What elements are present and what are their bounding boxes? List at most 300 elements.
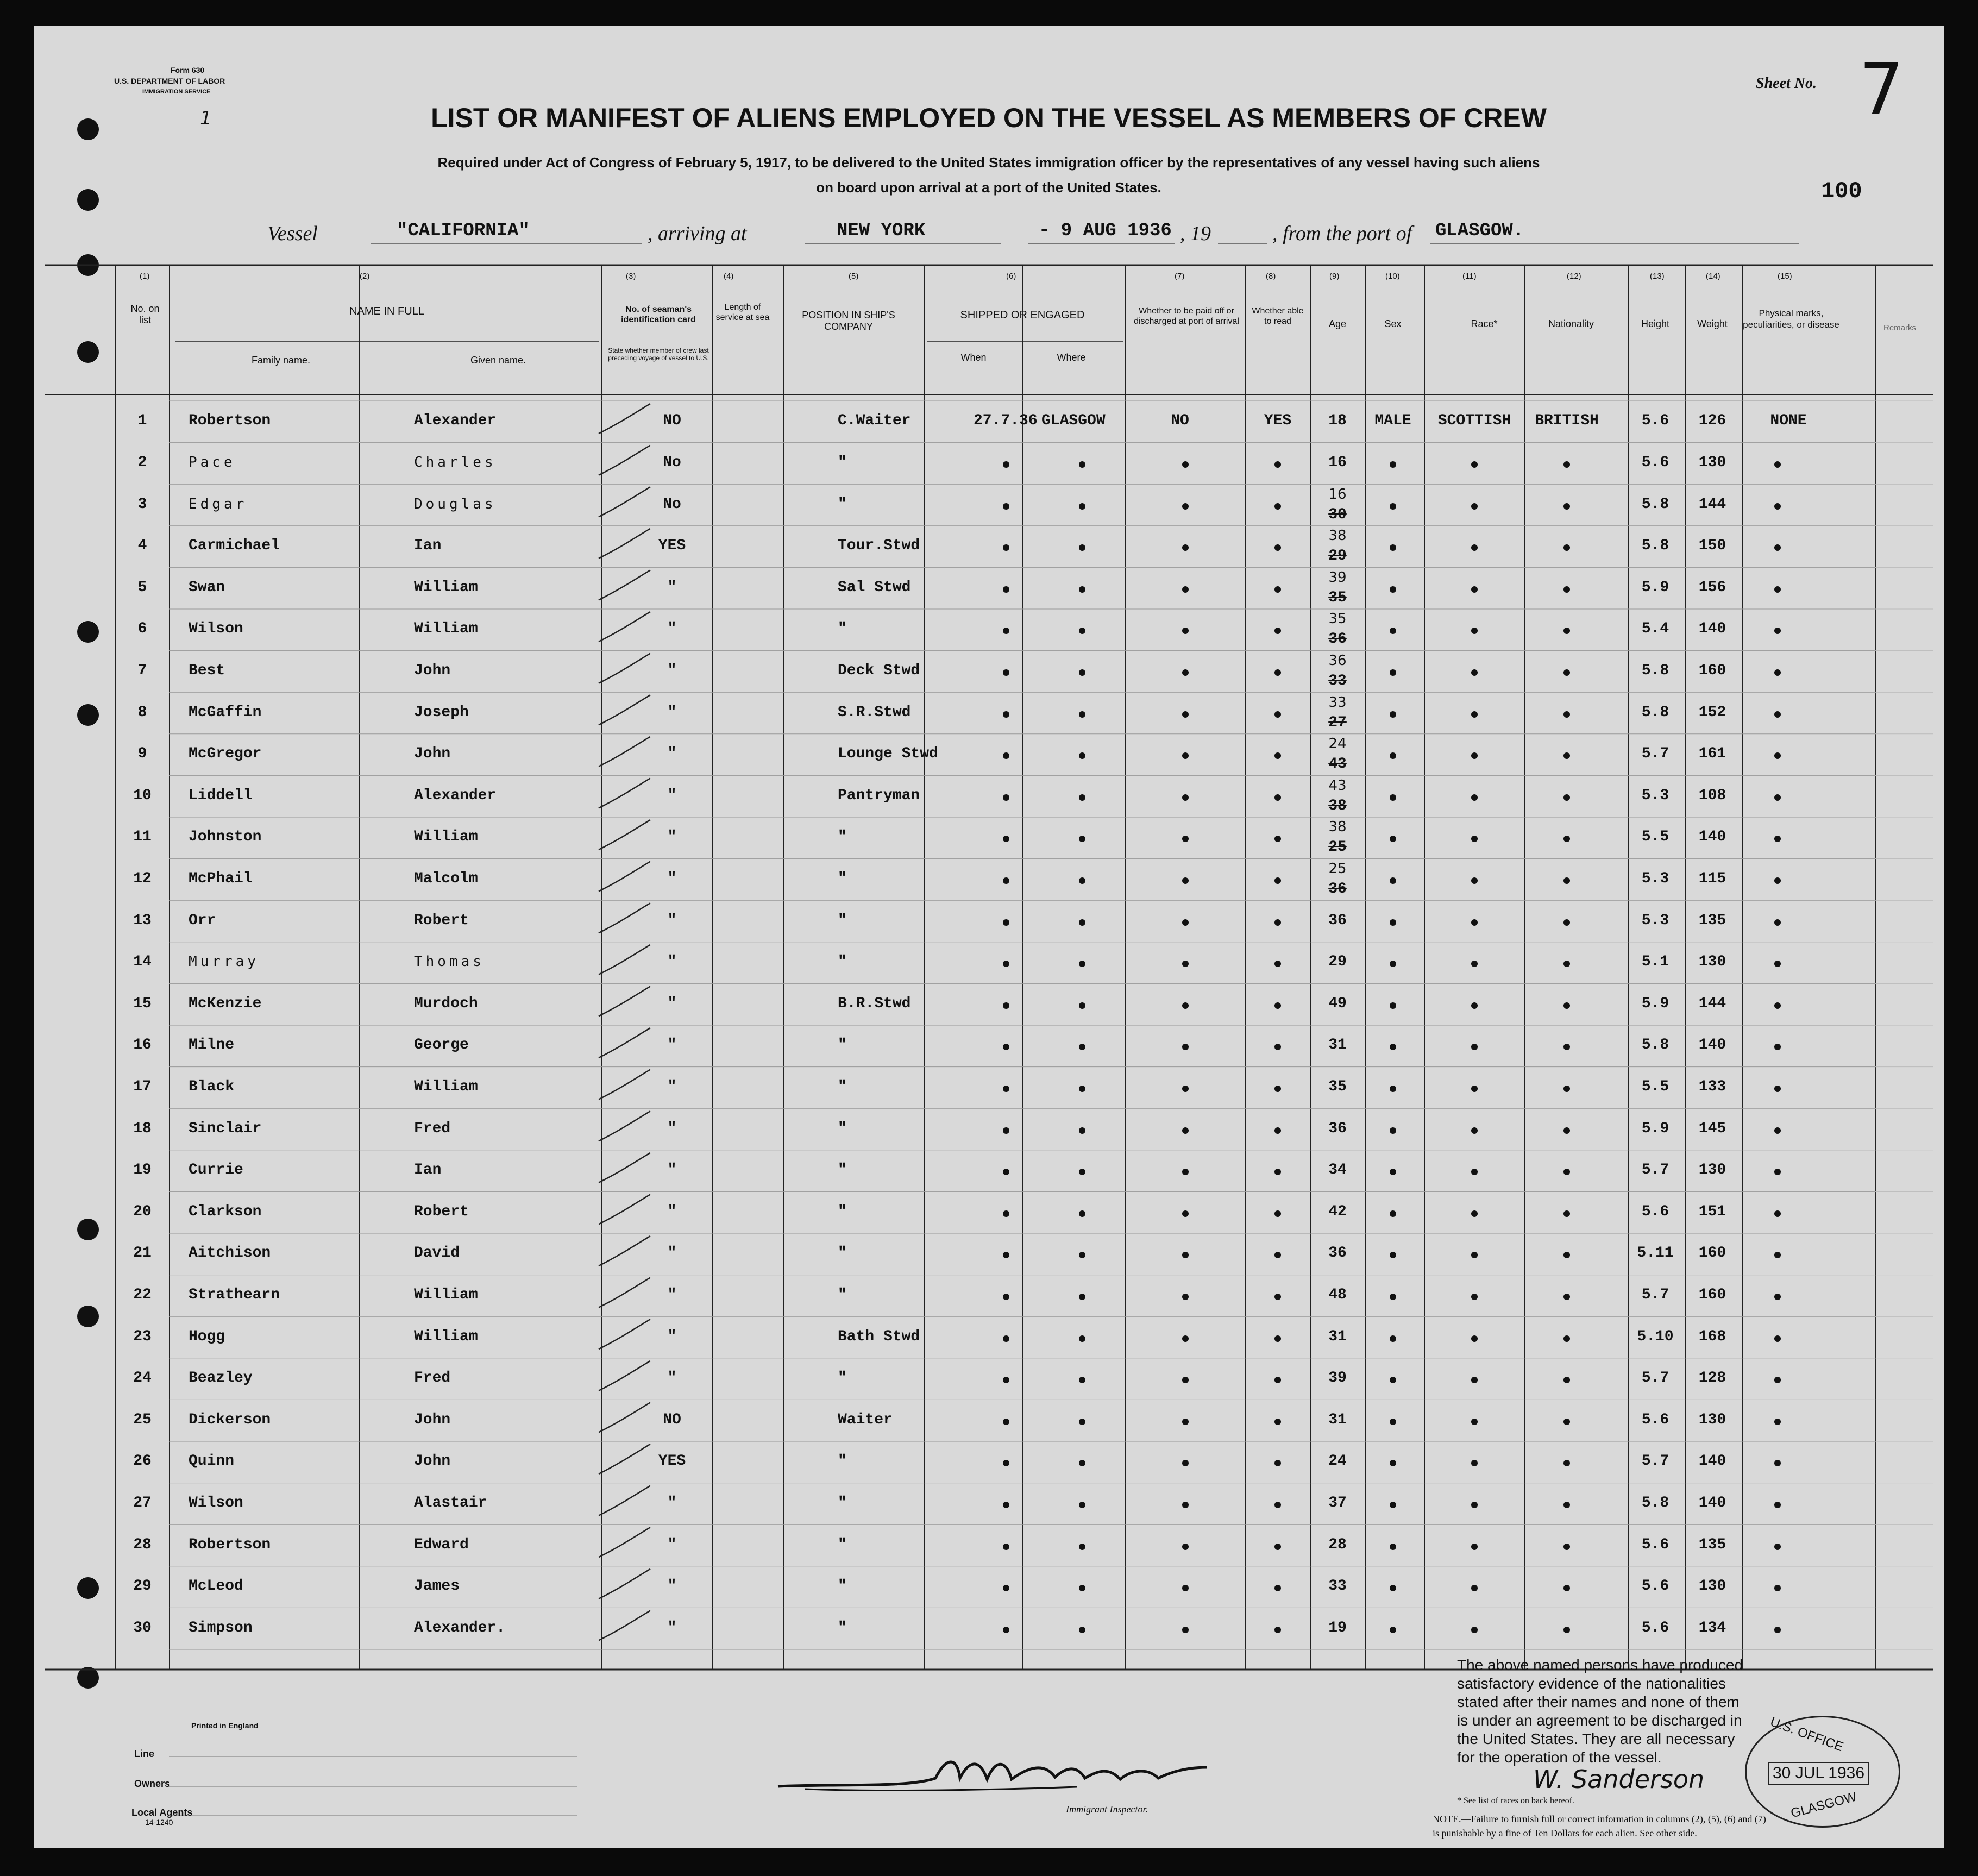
family-name: Liddell <box>189 787 253 804</box>
height: 5.5 <box>1641 1078 1669 1095</box>
sex: MALE <box>1374 412 1411 430</box>
statement-line: stated after their names and none of them <box>1457 1693 1740 1710</box>
age-struck: 27 <box>1328 714 1347 731</box>
ditto-mark <box>1390 1544 1396 1550</box>
weight: 130 <box>1698 1578 1726 1595</box>
ditto-mark <box>1079 1627 1085 1633</box>
ditto-mark <box>1471 836 1478 842</box>
stamp-office: U.S. OFFICE <box>1768 1714 1845 1755</box>
age: 36 <box>1328 912 1347 929</box>
department: U.S. DEPARTMENT OF LABOR <box>114 77 225 85</box>
weight: 140 <box>1698 1037 1726 1054</box>
age: 25 <box>1328 860 1347 877</box>
ditto-mark <box>1563 752 1570 759</box>
weight: 115 <box>1698 870 1726 887</box>
ditto-mark <box>1471 919 1478 926</box>
col-weight: Weight <box>1697 318 1728 329</box>
height: 5.1 <box>1641 953 1669 971</box>
row-number: 16 <box>133 1037 152 1054</box>
ditto-mark <box>1274 836 1281 842</box>
ditto-mark <box>1003 1335 1009 1342</box>
ditto-mark <box>1774 1419 1781 1425</box>
ditto-mark <box>1563 877 1570 884</box>
family-name: Johnston <box>189 829 262 846</box>
ditto-mark <box>1390 1585 1396 1591</box>
ditto-mark <box>1390 1044 1396 1050</box>
colnum-8: (8) <box>1266 272 1276 281</box>
ditto-mark <box>1079 1252 1085 1258</box>
ditto-mark <box>1079 752 1085 759</box>
check-slash <box>599 986 650 1016</box>
position: " <box>838 1203 847 1220</box>
family-name: Sinclair <box>189 1120 262 1137</box>
ditto-mark <box>1003 1127 1009 1134</box>
ditto-mark <box>1390 752 1396 759</box>
colnum-13: (13) <box>1650 272 1665 281</box>
row-number: 14 <box>133 953 152 971</box>
row-number: 12 <box>133 870 152 887</box>
check-slash <box>599 903 650 933</box>
ditto-mark <box>1563 1419 1570 1425</box>
given-name: David <box>414 1245 460 1262</box>
height: 5.3 <box>1641 912 1669 929</box>
ditto-mark <box>1471 877 1478 884</box>
ditto-mark <box>1774 1627 1781 1633</box>
family-name: Beazley <box>189 1370 253 1387</box>
id-card: " <box>667 662 677 679</box>
ditto-mark <box>1274 1377 1281 1383</box>
ditto-mark <box>1471 1544 1478 1550</box>
ditto-mark <box>1003 628 1009 634</box>
ditto-mark <box>1563 669 1570 676</box>
ditto-mark <box>1563 1294 1570 1300</box>
ditto-mark <box>1390 461 1396 468</box>
check-slash <box>599 1319 650 1349</box>
height: 5.10 <box>1637 1328 1674 1345</box>
owners-label: Owners <box>134 1778 171 1789</box>
check-slash <box>599 1610 650 1640</box>
col-remarks: Remarks <box>1883 323 1916 332</box>
ditto-mark <box>1003 919 1009 926</box>
weight: 133 <box>1698 1078 1726 1095</box>
ditto-mark <box>1390 1086 1396 1092</box>
age: 33 <box>1328 1578 1347 1595</box>
row-number: 3 <box>137 495 147 513</box>
colnum-14: (14) <box>1706 272 1720 281</box>
given-name: Edward <box>414 1536 469 1553</box>
ditto-mark <box>1003 1544 1009 1550</box>
family-name: McLeod <box>189 1578 243 1595</box>
ditto-mark <box>1079 1294 1085 1300</box>
ditto-mark <box>1182 711 1189 718</box>
height: 5.8 <box>1641 495 1669 513</box>
ditto-mark <box>1390 1210 1396 1217</box>
ditto-mark <box>1003 544 1009 551</box>
ditto-mark <box>1563 544 1570 551</box>
position: Waiter <box>838 1411 893 1428</box>
weight: 134 <box>1698 1619 1726 1636</box>
ditto-mark <box>1079 586 1085 593</box>
ditto-mark <box>1471 1002 1478 1009</box>
ditto-mark <box>1563 1044 1570 1050</box>
check-slash <box>599 404 650 434</box>
ditto-mark <box>1563 503 1570 510</box>
ditto-mark <box>1182 1627 1189 1633</box>
row-number: 7 <box>137 662 147 679</box>
family-name: Simpson <box>189 1619 253 1636</box>
given-name: Fred <box>414 1370 451 1387</box>
family-name: Pace <box>189 454 236 470</box>
row-number: 30 <box>133 1619 152 1636</box>
ditto-mark <box>1471 711 1478 718</box>
ditto-mark <box>1471 544 1478 551</box>
ditto-mark <box>1774 461 1781 468</box>
ditto-mark <box>1274 586 1281 593</box>
ditto-mark <box>1274 1086 1281 1092</box>
position: Sal Stwd <box>838 579 911 596</box>
row-number: 22 <box>133 1286 152 1303</box>
colnum-9: (9) <box>1329 272 1340 281</box>
ditto-mark <box>1182 1086 1189 1092</box>
position: " <box>838 1078 847 1095</box>
age: 37 <box>1328 1494 1347 1511</box>
height: 5.8 <box>1641 1037 1669 1054</box>
ditto-mark <box>1274 1044 1281 1050</box>
row-number: 15 <box>133 995 152 1012</box>
given-name: George <box>414 1037 469 1054</box>
weight: 108 <box>1698 787 1726 804</box>
ditto-mark <box>1471 1627 1478 1633</box>
weight: 140 <box>1698 1494 1726 1511</box>
ditto-mark <box>1774 919 1781 926</box>
colnum-4: (4) <box>724 272 734 281</box>
given-name: William <box>414 1286 478 1303</box>
ditto-mark <box>1471 1086 1478 1092</box>
ditto-mark <box>1182 628 1189 634</box>
ditto-mark <box>1774 877 1781 884</box>
given-name: William <box>414 1328 478 1345</box>
id-card: " <box>667 870 677 887</box>
ditto-mark <box>1471 1252 1478 1258</box>
given-name: William <box>414 620 478 638</box>
family-name: McPhail <box>189 870 253 887</box>
ditto-mark <box>1003 877 1009 884</box>
id-card: " <box>667 1578 677 1595</box>
row-number: 1 <box>137 412 147 430</box>
col-family-name: Family name. <box>251 355 311 366</box>
ditto-mark <box>1182 461 1189 468</box>
ditto-mark <box>1003 586 1009 593</box>
check-slash <box>599 1486 650 1516</box>
ditto-mark <box>1079 1377 1085 1383</box>
position: " <box>838 1162 847 1179</box>
family-name: Swan <box>189 579 225 596</box>
position: Tour.Stwd <box>838 537 920 555</box>
age: 24 <box>1328 1453 1347 1470</box>
statement-line: The above named persons have produced <box>1457 1657 1743 1673</box>
family-name: Currie <box>189 1162 243 1179</box>
id-card: " <box>667 1328 677 1345</box>
ditto-mark <box>1390 1169 1396 1175</box>
ditto-mark <box>1003 1294 1009 1300</box>
id-card: " <box>667 829 677 846</box>
ditto-mark <box>1471 1460 1478 1466</box>
ditto-mark <box>1471 752 1478 759</box>
position: " <box>838 495 847 513</box>
ditto-mark <box>1079 628 1085 634</box>
age: 28 <box>1328 1536 1347 1553</box>
ditto-mark <box>1390 669 1396 676</box>
family-name: Best <box>189 662 225 679</box>
ditto-mark <box>1079 1502 1085 1508</box>
colnum-7: (7) <box>1175 272 1185 281</box>
ditto-mark <box>1003 1210 1009 1217</box>
age-struck: 35 <box>1328 589 1347 606</box>
ditto-mark <box>1182 544 1189 551</box>
family-name: Dickerson <box>189 1411 271 1428</box>
ditto-mark <box>1563 1460 1570 1466</box>
nationality-statement <box>1457 1656 1743 1767</box>
given-name: Robert <box>414 912 469 929</box>
age-struck: 38 <box>1328 797 1347 814</box>
check-slash <box>599 1444 650 1474</box>
family-name: Clarkson <box>189 1203 262 1220</box>
family-name: Edgar <box>189 495 248 512</box>
vessel-name: "CALIFORNIA" <box>397 221 530 241</box>
weight: 140 <box>1698 829 1726 846</box>
able-to-read: YES <box>1264 412 1292 430</box>
ditto-mark <box>1774 1252 1781 1258</box>
ditto-mark <box>1274 877 1281 884</box>
ditto-mark <box>1471 1419 1478 1425</box>
ditto-mark <box>1774 1002 1781 1009</box>
age: 33 <box>1328 694 1347 711</box>
age-struck: 43 <box>1328 756 1347 773</box>
position: " <box>838 620 847 638</box>
position: " <box>838 1578 847 1595</box>
id-card: " <box>667 1162 677 1179</box>
check-slash <box>599 820 650 850</box>
age: 36 <box>1328 1120 1347 1137</box>
given-name: Robert <box>414 1203 469 1220</box>
ditto-mark <box>1079 1210 1085 1217</box>
check-slash <box>599 446 650 475</box>
colnum-12: (12) <box>1567 272 1581 281</box>
row-number: 23 <box>133 1328 152 1345</box>
stamp-date: 30 JUL 1936 <box>1768 1762 1869 1785</box>
id-card: " <box>667 1120 677 1137</box>
ditto-mark <box>1182 1460 1189 1466</box>
ditto-mark <box>1390 544 1396 551</box>
height: 5.5 <box>1641 829 1669 846</box>
check-slash <box>599 654 650 683</box>
id-card: " <box>667 1203 677 1220</box>
shipped-when: 27.7.36 <box>974 412 1038 430</box>
ditto-mark <box>1003 1585 1009 1591</box>
ditto-mark <box>1182 1127 1189 1134</box>
weight: 156 <box>1698 579 1726 596</box>
ditto-mark <box>1003 1627 1009 1633</box>
ditto-mark <box>1182 1169 1189 1175</box>
id-card: " <box>667 1619 677 1636</box>
position: " <box>838 870 847 887</box>
col-race: Race* <box>1471 318 1498 329</box>
height: 5.9 <box>1641 579 1669 596</box>
ditto-mark <box>1563 961 1570 967</box>
race: SCOTTISH <box>1437 412 1511 430</box>
ditto-mark <box>1079 1044 1085 1050</box>
position: " <box>838 1286 847 1303</box>
ditto-mark <box>1274 628 1281 634</box>
ditto-mark <box>1563 1544 1570 1550</box>
ditto-mark <box>1563 836 1570 842</box>
printed-in: Printed in England <box>191 1721 259 1730</box>
ditto-mark <box>1274 1460 1281 1466</box>
ditto-mark <box>1182 586 1189 593</box>
penalty-note: NOTE.—Failure to furnish full or correct information in columns (2), (5), (6) and (7) <box>1433 1814 1766 1824</box>
row-number: 6 <box>137 620 147 638</box>
height: 5.7 <box>1641 1453 1669 1470</box>
ditto-mark <box>1182 794 1189 801</box>
age: 31 <box>1328 1328 1347 1345</box>
ditto-mark <box>1003 836 1009 842</box>
physical-marks: NONE <box>1770 412 1807 430</box>
manifest-sheet <box>34 26 1944 1848</box>
family-name: Carmichael <box>189 537 280 555</box>
ditto-mark <box>1003 461 1009 468</box>
ditto-mark <box>1471 1377 1478 1383</box>
ditto-mark <box>1390 1377 1396 1383</box>
check-slash <box>599 1111 650 1141</box>
given-name: Joseph <box>414 704 469 721</box>
id-card: No <box>663 495 681 513</box>
ditto-mark <box>1563 1169 1570 1175</box>
weight: 145 <box>1698 1120 1726 1137</box>
ditto-mark <box>1563 919 1570 926</box>
ditto-mark <box>1003 1044 1009 1050</box>
ditto-mark <box>1390 1460 1396 1466</box>
ditto-mark <box>1274 961 1281 967</box>
ditto-mark <box>1182 877 1189 884</box>
id-card: " <box>667 787 677 804</box>
ditto-mark <box>1003 1419 1009 1425</box>
ditto-mark <box>1390 503 1396 510</box>
position: " <box>838 1120 847 1137</box>
id-card: " <box>667 1078 677 1095</box>
height: 5.6 <box>1641 1578 1669 1595</box>
id-card: YES <box>658 1453 686 1470</box>
family-name: McKenzie <box>189 995 262 1012</box>
ditto-mark <box>1563 794 1570 801</box>
col-length: Length of service at sea <box>715 303 770 322</box>
id-card: " <box>667 1245 677 1262</box>
age: 35 <box>1328 1078 1347 1095</box>
sheet-count: 100 <box>1821 178 1862 204</box>
col-age: Age <box>1328 318 1347 329</box>
ditto-mark <box>1274 752 1281 759</box>
height: 5.3 <box>1641 787 1669 804</box>
ditto-mark <box>1274 1127 1281 1134</box>
age-struck: 36 <box>1328 631 1347 648</box>
family-name: Milne <box>189 1037 235 1054</box>
given-name: James <box>414 1578 460 1595</box>
ditto-mark <box>1182 1377 1189 1383</box>
row-number: 13 <box>133 912 152 929</box>
line-label: Line <box>134 1748 155 1759</box>
id-card: " <box>667 912 677 929</box>
ditto-mark <box>1079 961 1085 967</box>
id-card: NO <box>663 412 681 430</box>
given-name: Charles <box>414 454 497 470</box>
ditto-mark <box>1774 1585 1781 1591</box>
ditto-mark <box>1563 1210 1570 1217</box>
ditto-mark <box>1390 1294 1396 1300</box>
ditto-mark <box>1003 503 1009 510</box>
sheet-label: Sheet No. <box>1756 75 1817 92</box>
row-number: 21 <box>133 1245 152 1262</box>
ditto-mark <box>1003 1252 1009 1258</box>
id-card: " <box>667 1286 677 1303</box>
family-name: McGaffin <box>189 704 262 721</box>
agents-label: Local Agents <box>131 1807 193 1818</box>
given-name: John <box>414 745 451 763</box>
given-name: Douglas <box>414 495 497 512</box>
weight: 161 <box>1698 745 1726 763</box>
ditto-mark <box>1274 1585 1281 1591</box>
colnum-5: (5) <box>849 272 859 281</box>
ditto-mark <box>1182 1294 1189 1300</box>
col-no-on-list: No. on list <box>130 303 160 325</box>
ditto-mark <box>1390 1335 1396 1342</box>
id-card: " <box>667 1536 677 1553</box>
ditto-mark <box>1471 1335 1478 1342</box>
given-name: Ian <box>414 1162 442 1179</box>
height: 5.7 <box>1641 1162 1669 1179</box>
ditto-mark <box>1274 1169 1281 1175</box>
ditto-mark <box>1274 1502 1281 1508</box>
position: " <box>838 1494 847 1511</box>
arriving-port: NEW YORK <box>837 221 926 241</box>
given-name: Malcolm <box>414 870 478 887</box>
ditto-mark <box>1471 1127 1478 1134</box>
ditto-mark <box>1390 628 1396 634</box>
row-number: 17 <box>133 1078 152 1095</box>
officer-signature: W. Sanderson <box>1533 1765 1705 1794</box>
col-shipped: SHIPPED OR ENGAGED <box>960 309 1085 321</box>
col-when: When <box>960 352 987 363</box>
ditto-mark <box>1003 669 1009 676</box>
row-number: 18 <box>133 1120 152 1137</box>
check-slash <box>599 1278 650 1308</box>
height: 5.6 <box>1641 1619 1669 1636</box>
height: 5.8 <box>1641 537 1669 555</box>
age: 36 <box>1328 652 1347 669</box>
ditto-mark <box>1774 544 1781 551</box>
ditto-mark <box>1774 669 1781 676</box>
ditto-mark <box>1079 711 1085 718</box>
ditto-mark <box>1774 1544 1781 1550</box>
ditto-mark <box>1390 961 1396 967</box>
ditto-mark <box>1079 919 1085 926</box>
ditto-mark <box>1774 586 1781 593</box>
id-card: YES <box>658 537 686 555</box>
row-number: 5 <box>137 579 147 596</box>
height: 5.3 <box>1641 870 1669 887</box>
family-name: Orr <box>189 912 216 929</box>
ditto-mark <box>1182 1502 1189 1508</box>
ditto-mark <box>1774 1044 1781 1050</box>
col-paid-off: Whether to be paid off or discharged at port of arrival <box>1134 306 1239 326</box>
